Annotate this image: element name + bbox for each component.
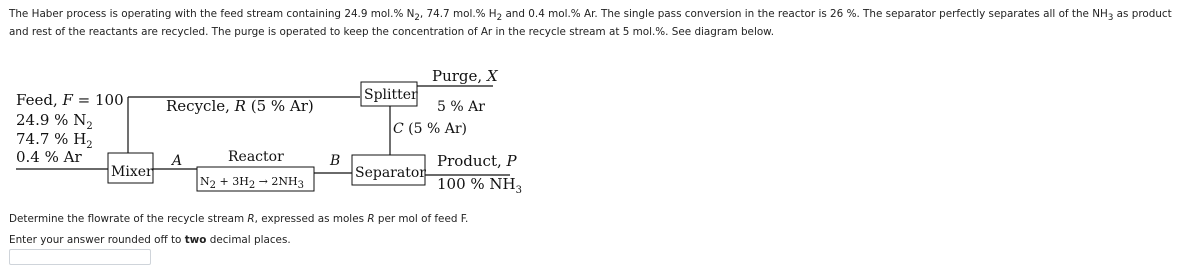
- feed-n2: 24.9 % $N_2$: [16, 111, 93, 132]
- answer-input[interactable]: [9, 249, 151, 265]
- product-label: Product, P: [437, 152, 517, 170]
- instruction-text: Enter your answer rounded off to two decimal places.: [9, 234, 291, 246]
- feed-h2: 74.7 % $H_2$: [16, 130, 93, 151]
- stream-a-label: A: [172, 153, 183, 169]
- product-composition: 100 % $NH_3$: [437, 175, 523, 196]
- problem-statement: The Haber process is operating with the feed stream containing 24.9 mol.% $N_2$, 74.7 mol.% $H_2$ and 0.4 mol.% Ar. The single pass conversion in the reactor is 26 %. The separator perfectly separates all of the $NH_3$ as product and rest of the reactants are recycled. The purge is operated to keep the concentration of Ar in the recycle stream at 5 mol.%. See diagram below.: [9, 8, 1172, 39]
- stream-b-label: B: [330, 153, 341, 169]
- reactor-label: Reactor: [228, 149, 284, 165]
- separator-label: Separator: [355, 165, 426, 181]
- feed-label: Feed, F = 100: [16, 91, 124, 109]
- feed-ar: 0.4 % Ar: [16, 148, 82, 166]
- stream-c-label: C (5 % Ar): [393, 121, 468, 137]
- reactor-equation: N2 + 3H2 → 2NH3: [200, 175, 304, 191]
- question-text: Determine the flowrate of the recycle stream R, expressed as moles R per mol of feed F.: [9, 213, 469, 225]
- splitter-label: Splitter: [364, 87, 418, 103]
- process-flow-diagram: [0, 55, 523, 205]
- purge-composition: 5 % Ar: [437, 99, 485, 115]
- mixer-label: Mixer: [111, 164, 153, 180]
- purge-label: Purge, X: [432, 67, 498, 85]
- recycle-label: Recycle, R (5 % Ar): [166, 97, 314, 115]
